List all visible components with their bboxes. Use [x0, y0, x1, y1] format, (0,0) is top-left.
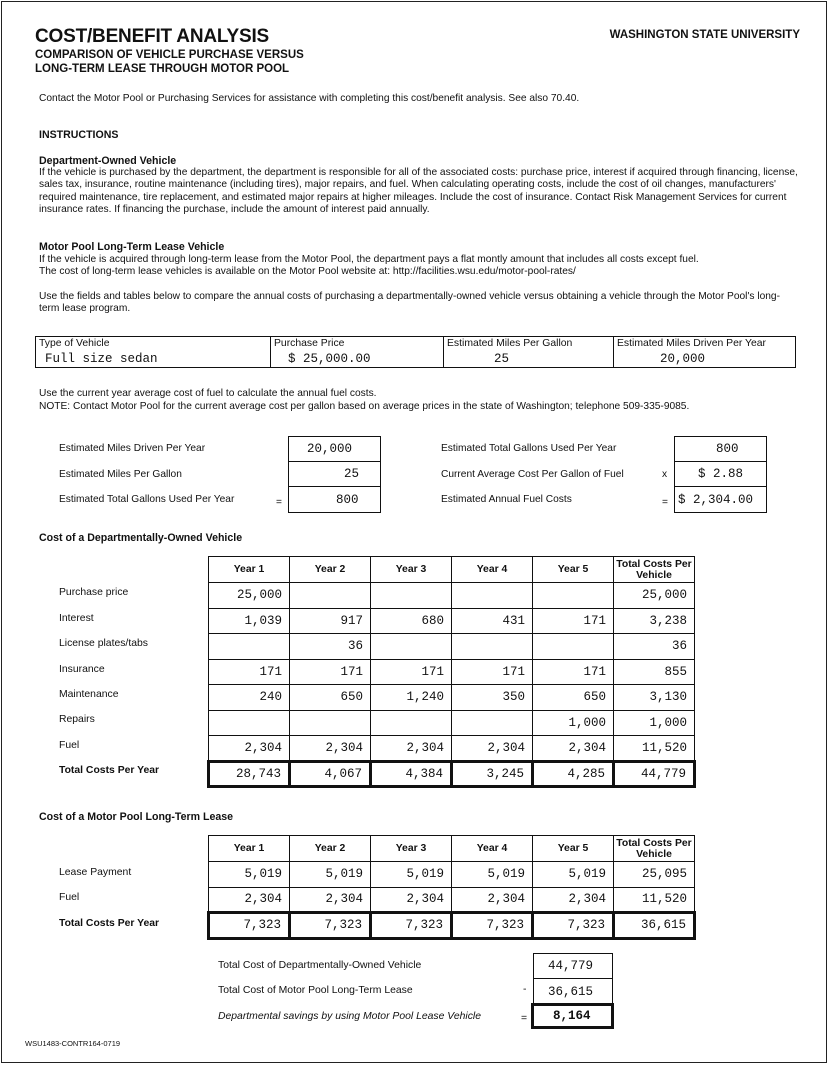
cell[interactable]: 36: [614, 634, 695, 660]
cell[interactable]: [371, 634, 452, 660]
cell[interactable]: 1,000: [533, 710, 614, 736]
table-row: [209, 659, 695, 685]
row-label: Repairs: [59, 714, 95, 725]
fuel-note-line-2: NOTE: Contact Motor Pool for the current average cost per gallon based on average prices in the state of Washington; telephone 509-335-9085.: [39, 401, 690, 412]
cell[interactable]: 650: [290, 685, 371, 711]
row-label: Maintenance: [59, 689, 119, 700]
cell[interactable]: 680: [371, 608, 452, 634]
cell[interactable]: 171: [290, 659, 371, 685]
instructions-heading: INSTRUCTIONS: [39, 129, 119, 141]
col-header: Year 2: [290, 836, 371, 862]
cell[interactable]: 2,304: [371, 887, 452, 913]
cell[interactable]: 2,304: [371, 736, 452, 762]
cell[interactable]: 2,304: [533, 736, 614, 762]
table-row: [209, 685, 695, 711]
total-cell[interactable]: 4,285: [533, 761, 614, 787]
row-label: Fuel: [59, 892, 80, 903]
table-row: [209, 634, 695, 660]
fuel-calc-box: [674, 436, 767, 513]
total-row: [209, 761, 695, 787]
cell[interactable]: 171: [533, 659, 614, 685]
fuel-cost-label: Current Average Cost Per Gallon of Fuel: [441, 469, 624, 480]
row-label: Fuel: [59, 740, 80, 751]
owned-table-title: Cost of a Departmentally-Owned Vehicle: [39, 532, 243, 544]
total-cell[interactable]: 4,384: [371, 761, 452, 787]
page-title: COST/BENEFIT ANALYSIS: [35, 26, 270, 47]
col-header: Year 5: [533, 836, 614, 862]
row-label: Lease Payment: [59, 867, 132, 878]
header-row: [209, 557, 695, 583]
savings-field[interactable]: 8,164: [531, 1003, 614, 1029]
col-header: Total Costs Per Vehicle: [614, 557, 695, 583]
total-cell[interactable]: 7,323: [209, 913, 290, 939]
cell[interactable]: 171: [533, 608, 614, 634]
cell[interactable]: [533, 634, 614, 660]
mpg-cell[interactable]: [444, 337, 614, 367]
total-cell[interactable]: 7,323: [452, 913, 533, 939]
miles-per-year-cell[interactable]: [614, 337, 795, 367]
total-row: [209, 913, 695, 939]
cell[interactable]: 171: [209, 659, 290, 685]
cell[interactable]: 5,019: [290, 862, 371, 888]
mpg-field[interactable]: 25: [494, 352, 510, 366]
equals-sign: =: [521, 1013, 528, 1024]
lease-table-title: Cost of a Motor Pool Long-Term Lease: [39, 811, 234, 823]
table-row: [209, 862, 695, 888]
cell[interactable]: 5,019: [533, 862, 614, 888]
lease-vehicle-text-2: The cost of long-term lease vehicles is available on the Motor Pool website at: http://facilities.wsu.edu/motor-pool-rates/: [39, 266, 576, 277]
cell[interactable]: 2,304: [533, 887, 614, 913]
multiply-sign: x: [662, 469, 668, 480]
summary-owned-field[interactable]: 44,779: [534, 954, 612, 979]
total-cell[interactable]: 4,067: [290, 761, 371, 787]
owned-vehicle-text: If the vehicle is purchased by the department, the department is responsible for all of the associated costs: purchase price, interest if acquired through financing, license, sales tax, insurance, routine maintenance (including tires), major repairs, and fuel. When calculating operating costs, include the cost of oil changes, manufacturers' required maintenance, tire replacement, and estimated major repairs at higher mileages. Include the cost of insurance. Contact Risk Management Services for current insurance rates. If financing the purchase, include the amount of interest paid annually.: [39, 167, 798, 216]
col-header: Year 1: [209, 557, 290, 583]
subtitle-line-2: LONG-TERM LEASE THROUGH MOTOR POOL: [35, 63, 290, 75]
cell[interactable]: 171: [452, 659, 533, 685]
row-label: Interest: [59, 613, 94, 624]
lease-vehicle-heading: Motor Pool Long-Term Lease Vehicle: [39, 241, 225, 253]
organization-name: WASHINGTON STATE UNIVERSITY: [609, 29, 800, 41]
summary-savings-label: Departmental savings by using Motor Pool Lease Vehicle: [218, 1011, 481, 1022]
calc-gallons-label: Estimated Total Gallons Used Per Year: [59, 494, 235, 505]
cell[interactable]: 2,304: [209, 887, 290, 913]
cell[interactable]: 1,039: [209, 608, 290, 634]
total-cell[interactable]: 36,615: [614, 913, 695, 939]
owned-cost-table: [207, 556, 696, 788]
col-header: Year 1: [209, 836, 290, 862]
calc-gallons-field[interactable]: 800: [336, 492, 359, 507]
cell[interactable]: 25,095: [614, 862, 695, 888]
cell[interactable]: 11,520: [614, 887, 695, 913]
cell[interactable]: [290, 583, 371, 609]
subtitle-line-1: COMPARISON OF VEHICLE PURCHASE VERSUS: [35, 49, 304, 61]
table-row: [209, 583, 695, 609]
calc-mpg-field[interactable]: 25: [289, 462, 380, 487]
cell[interactable]: 5,019: [452, 862, 533, 888]
purchase-price-cell[interactable]: [271, 337, 444, 367]
cell[interactable]: 11,520: [614, 736, 695, 762]
table-row: [209, 736, 695, 762]
cell[interactable]: 917: [290, 608, 371, 634]
col-header: Year 3: [371, 557, 452, 583]
calc-miles-field[interactable]: 20,000: [289, 437, 380, 462]
lease-vehicle-text-1: If the vehicle is acquired through long-term lease from the Motor Pool, the department pays a flat montly amount that includes all costs except fuel.: [39, 254, 699, 265]
fuel-note-line-1: Use the current year average cost of fuel to calculate the annual fuel costs.: [39, 388, 377, 399]
total-cell[interactable]: 44,779: [614, 761, 695, 787]
intro-text: Contact the Motor Pool or Purchasing Services for assistance with completing this cost/benefit analysis. See also 70.40.: [39, 93, 580, 104]
cell[interactable]: 2,304: [209, 736, 290, 762]
minus-sign: -: [523, 984, 527, 995]
total-cell[interactable]: 3,245: [452, 761, 533, 787]
col-header: Year 2: [290, 557, 371, 583]
mpg-label: Estimated Miles Per Gallon: [447, 338, 573, 349]
col-header: Year 4: [452, 836, 533, 862]
cell[interactable]: 1,240: [371, 685, 452, 711]
form-id: WSU1483-CONTR164-0719: [25, 1039, 121, 1048]
cell[interactable]: 855: [614, 659, 695, 685]
purchase-price-label: Purchase Price: [274, 338, 345, 349]
row-label: Insurance: [59, 664, 105, 675]
cell[interactable]: 2,304: [290, 887, 371, 913]
table-row: [209, 887, 695, 913]
summary-lease-field[interactable]: 36,615: [548, 984, 594, 999]
col-header: Year 4: [452, 557, 533, 583]
col-header: Year 3: [371, 836, 452, 862]
equals-sign: =: [662, 497, 668, 508]
cell[interactable]: [452, 634, 533, 660]
cell[interactable]: 2,304: [452, 887, 533, 913]
total-cell[interactable]: 7,323: [371, 913, 452, 939]
summary-lease-label: Total Cost of Motor Pool Long-Term Lease: [218, 985, 413, 996]
total-cell[interactable]: 7,323: [533, 913, 614, 939]
cell[interactable]: [452, 710, 533, 736]
cell[interactable]: 5,019: [371, 862, 452, 888]
fuel-cost-per-gallon-field[interactable]: $ 2.88: [675, 462, 766, 487]
cell[interactable]: 36: [290, 634, 371, 660]
cell[interactable]: [452, 583, 533, 609]
cell[interactable]: 25,000: [614, 583, 695, 609]
miles-per-year-label: Estimated Miles Driven Per Year: [617, 338, 766, 349]
row-label: License plates/tabs: [59, 638, 148, 649]
cell[interactable]: 350: [452, 685, 533, 711]
cell[interactable]: 2,304: [452, 736, 533, 762]
total-cell[interactable]: 28,743: [209, 761, 290, 787]
cell[interactable]: 3,130: [614, 685, 695, 711]
miles-per-year-field[interactable]: 20,000: [660, 352, 706, 366]
vehicle-type-field[interactable]: Full size sedan: [45, 352, 158, 366]
vehicle-info-table: [35, 336, 796, 368]
table-row: [209, 710, 695, 736]
cell[interactable]: 2,304: [290, 736, 371, 762]
cell[interactable]: [290, 710, 371, 736]
fuel-gallons-field[interactable]: 800: [675, 437, 766, 462]
annual-fuel-cost-field[interactable]: $ 2,304.00: [678, 492, 754, 507]
gallons-calc-box: [288, 436, 381, 513]
total-row-label: Total Costs Per Year: [59, 765, 160, 776]
col-header: Total Costs Per Vehicle: [614, 836, 695, 862]
purchase-price-field[interactable]: $ 25,000.00: [288, 352, 371, 366]
vehicle-type-label: Type of Vehicle: [39, 338, 110, 349]
cell[interactable]: 5,019: [209, 862, 290, 888]
summary-box: [533, 953, 613, 1004]
calc-mpg-label: Estimated Miles Per Gallon: [59, 469, 182, 480]
cell[interactable]: [209, 634, 290, 660]
cell[interactable]: [533, 583, 614, 609]
table-row: [209, 608, 695, 634]
cell[interactable]: 240: [209, 685, 290, 711]
cell[interactable]: [209, 710, 290, 736]
cell[interactable]: 650: [533, 685, 614, 711]
cell[interactable]: 1,000: [614, 710, 695, 736]
col-header: Year 5: [533, 557, 614, 583]
calc-miles-label: Estimated Miles Driven Per Year: [59, 443, 206, 454]
total-cell[interactable]: 7,323: [290, 913, 371, 939]
cell[interactable]: 171: [371, 659, 452, 685]
cell[interactable]: 25,000: [209, 583, 290, 609]
page-subtitle: [35, 48, 304, 76]
row-label: Purchase price: [59, 587, 129, 598]
vehicle-type-cell[interactable]: [36, 337, 271, 367]
cell[interactable]: 431: [452, 608, 533, 634]
lease-cost-table: [207, 835, 696, 940]
cell[interactable]: [371, 710, 452, 736]
total-row-label: Total Costs Per Year: [59, 918, 160, 929]
compare-text: Use the fields and tables below to compare the annual costs of purchasing a departmentally-owned vehicle versus obtaining a vehicle through the Motor Pool's long-term lease program.: [39, 291, 780, 315]
fuel-gallons-label: Estimated Total Gallons Used Per Year: [441, 443, 617, 454]
annual-fuel-label: Estimated Annual Fuel Costs: [441, 494, 572, 505]
owned-vehicle-heading: Department-Owned Vehicle: [39, 155, 177, 167]
equals-sign: =: [276, 497, 282, 508]
summary-owned-label: Total Cost of Departmentally-Owned Vehicle: [218, 960, 422, 971]
header-row: [209, 836, 695, 862]
cell[interactable]: 3,238: [614, 608, 695, 634]
cell[interactable]: [371, 583, 452, 609]
